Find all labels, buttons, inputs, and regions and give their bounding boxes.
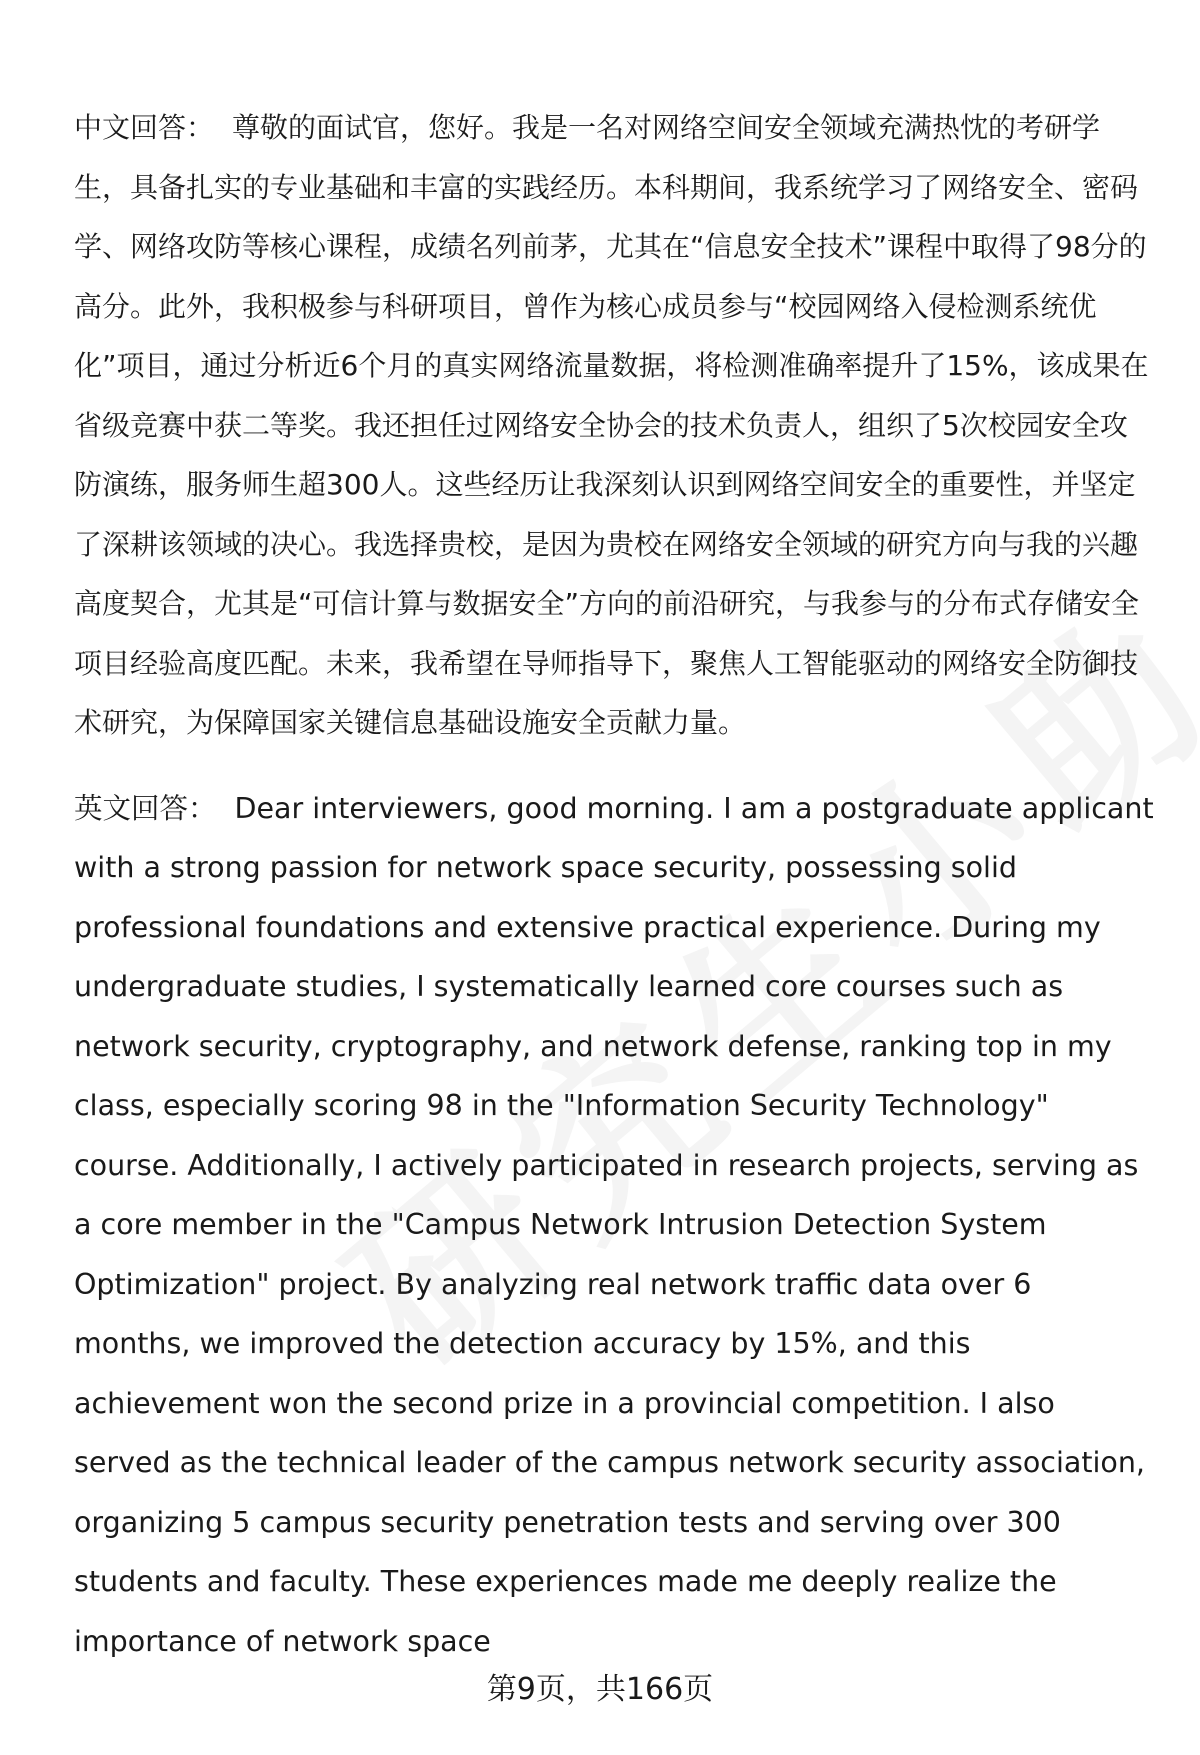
chinese-answer-text: 尊敬的面试官，您好。我是一名对网络空间安全领域充满热忱的考研学生，具备扎实的专业基础和丰富的实践经历。本科期间，我系统学习了网络安全、密码学、网络攻防等核心课程，成绩名列前茅，尤其在“信息安全技术”课程中取得了98分的高分。此外，我积极参与科研项目，曾作为核心成员参与“校园网络入侵检测系统优化”项目，通过分析近6个月的真实网络流量数据，将检测准确率提升了15%，该成果在省级竞赛中获二等奖。我还担任过网络安全协会的技术负责人，组织了5次校园安全攻防演练，服务师生超300人。这些经历让我深刻认识到网络空间安全的重要性，并坚定了深耕该领域的决心。我选择贵校，是因为贵校在网络安全领域的研究方向与我的兴趣高度契合，尤其是“可信计算与数据安全”方向的前沿研究，与我参与的分布式存储安全项目经验高度匹配。未来，我希望在导师指导下，聚焦人工智能驱动的网络安全防御技术研究，为保障国家关键信息基础设施安全贡献力量。	[74, 111, 1149, 739]
chinese-answer-paragraph	[74, 98, 1154, 753]
page-content	[74, 98, 1154, 1671]
english-answer-paragraph	[74, 779, 1154, 1672]
english-answer-label: 英文回答：	[74, 791, 217, 825]
english-answer-text: Dear interviewers, good morning. I am a postgraduate applicant with a strong passion for network space security, possessing solid professional foundations and extensive practical experience. During my undergraduate studies, I systematically learned core courses such as network security, cryptography, and network defense, ranking top in my class, especially scoring 98 in the "Information Security Technology" course. Additionally, I actively participated in research projects, serving as a core member in the "Campus Network Intrusion Detection System Optimization" project. By analyzing real network traffic data over 6 months, we improved the detection accuracy by 15%, and this achievement won the second prize in a provincial competition. I also served as the technical leader of the campus network security association, organizing 5 campus security penetration tests and serving over 300 students and faculty. These experiences made me deeply realize the importance of network space	[74, 791, 1154, 1658]
chinese-answer-label: 中文回答：	[74, 111, 215, 144]
page-number-footer: 第9页，共166页	[486, 1672, 714, 1707]
